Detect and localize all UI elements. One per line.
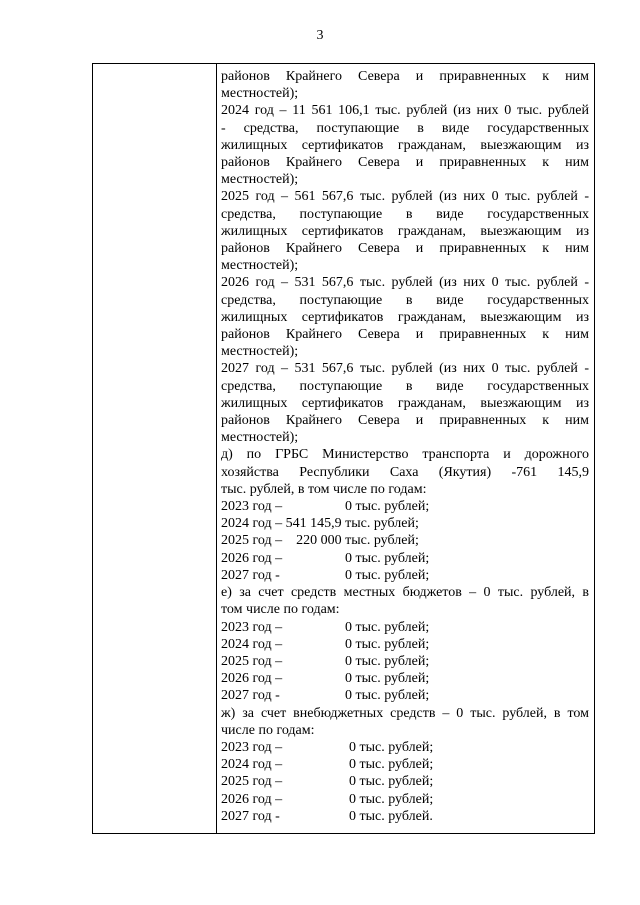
amount-value: 0 тыс. рублей; bbox=[345, 653, 430, 669]
year-label: 2024 год – bbox=[221, 636, 283, 652]
text-line: числе по годам: bbox=[221, 722, 315, 738]
year-label: 2025 год – bbox=[221, 653, 283, 669]
amount-value: 0 тыс. рублей; bbox=[345, 671, 430, 687]
table-left-cell bbox=[93, 64, 217, 833]
year-label: 2027 год - bbox=[221, 688, 280, 704]
text-line: районов Крайнего Севера и приравненных к ним bbox=[221, 69, 589, 84]
text-line: районов Крайнего Севера и приравненных к ним bbox=[221, 155, 589, 171]
year-amount-row bbox=[221, 636, 589, 653]
amount-value: 0 тыс. рублей. bbox=[349, 808, 433, 824]
text-line: средства, поступающие в виде государственных bbox=[221, 206, 589, 222]
text-line: 2026 год – 531 567,6 тыс. рублей (из них 0 тыс. рублей - bbox=[221, 275, 589, 291]
funding-table bbox=[92, 63, 595, 834]
text-line: хозяйства Республики Саха (Якутия) -761 145,9 bbox=[221, 464, 589, 480]
text-line: местностей); bbox=[221, 86, 299, 102]
year-amount-row bbox=[221, 687, 589, 704]
amount-value: 0 тыс. рублей; bbox=[349, 757, 434, 773]
year-amount-row bbox=[221, 739, 589, 756]
year-label: 2026 год – bbox=[221, 791, 283, 807]
amount-value: 0 тыс. рублей; bbox=[349, 791, 434, 807]
year-label: 2025 год – 220 000 тыс. рублей; bbox=[221, 533, 419, 549]
year-amount-row bbox=[221, 619, 589, 636]
text-line: жилищных сертификатов гражданам, выезжающим из bbox=[221, 395, 589, 411]
text-line: е) за счет средств местных бюджетов – 0 тыс. рублей, в bbox=[221, 585, 589, 601]
text-line: местностей); bbox=[221, 430, 299, 446]
year-label: 2026 год – bbox=[221, 671, 283, 687]
text-line: местностей); bbox=[221, 344, 299, 360]
text-line: жилищных сертификатов гражданам, выезжающим из bbox=[221, 137, 589, 153]
year-amount-row bbox=[221, 515, 589, 532]
amount-value: 0 тыс. рублей; bbox=[345, 619, 430, 635]
year-amount-row bbox=[221, 498, 589, 515]
amount-value: 0 тыс. рублей; bbox=[345, 499, 430, 515]
year-label: 2023 год – bbox=[221, 499, 283, 515]
text-line: районов Крайнего Севера и приравненных к ним bbox=[221, 327, 589, 343]
text-line: жилищных сертификатов гражданам, выезжающим из bbox=[221, 223, 589, 239]
text-line: 2025 год – 561 567,6 тыс. рублей (из них 0 тыс. рублей - bbox=[221, 189, 589, 205]
year-label: 2027 год - bbox=[221, 567, 280, 583]
year-label: 2023 год – bbox=[221, 739, 283, 755]
year-amount-row bbox=[221, 653, 589, 670]
amount-value: 0 тыс. рублей; bbox=[345, 567, 430, 583]
amount-value: 0 тыс. рублей; bbox=[345, 688, 430, 704]
text-line: 2027 год – 531 567,6 тыс. рублей (из них 0 тыс. рублей - bbox=[221, 361, 589, 377]
amount-value: 0 тыс. рублей; bbox=[345, 636, 430, 652]
year-label: 2023 год – bbox=[221, 619, 283, 635]
year-amount-row bbox=[221, 773, 589, 790]
text-line: - средства, поступающие в виде государственных bbox=[221, 120, 589, 136]
year-label: 2026 год – bbox=[221, 550, 283, 566]
text-line: ж) за счет внебюджетных средств – 0 тыс. рублей, в том bbox=[221, 705, 589, 721]
year-amount-row bbox=[221, 532, 589, 549]
text-line: д) по ГРБС Министерство транспорта и дорожного bbox=[221, 447, 589, 463]
year-amount-row bbox=[221, 670, 589, 687]
page-number: 3 bbox=[316, 28, 324, 43]
amount-value: 0 тыс. рублей; bbox=[349, 774, 434, 790]
year-label: 2025 год – bbox=[221, 774, 283, 790]
year-amount-row bbox=[221, 567, 589, 584]
year-label: 2024 год – bbox=[221, 757, 283, 773]
year-amount-row bbox=[221, 550, 589, 567]
text-line: 2024 год – 11 561 106,1 тыс. рублей (из них 0 тыс. рублей bbox=[221, 103, 589, 119]
year-label: 2024 год – 541 145,9 тыс. рублей; bbox=[221, 516, 419, 532]
year-label: 2027 год - bbox=[221, 808, 280, 824]
text-line: том числе по годам: bbox=[221, 602, 340, 618]
text-line: средства, поступающие в виде государственных bbox=[221, 378, 589, 394]
text-line: местностей); bbox=[221, 172, 299, 188]
text-line: районов Крайнего Севера и приравненных к ним bbox=[221, 241, 589, 257]
amount-value: 0 тыс. рублей; bbox=[345, 550, 430, 566]
amount-value: 0 тыс. рублей; bbox=[349, 739, 434, 755]
table-right-cell bbox=[221, 68, 589, 825]
text-line: жилищных сертификатов гражданам, выезжающим из bbox=[221, 309, 589, 325]
year-amount-row bbox=[221, 756, 589, 773]
text-line: местностей); bbox=[221, 258, 299, 274]
text-line: тыс. рублей, в том числе по годам: bbox=[221, 481, 427, 497]
text-line: районов Крайнего Севера и приравненных к ним bbox=[221, 413, 589, 429]
year-amount-row bbox=[221, 791, 589, 808]
year-amount-row bbox=[221, 808, 589, 825]
text-line: средства, поступающие в виде государственных bbox=[221, 292, 589, 308]
